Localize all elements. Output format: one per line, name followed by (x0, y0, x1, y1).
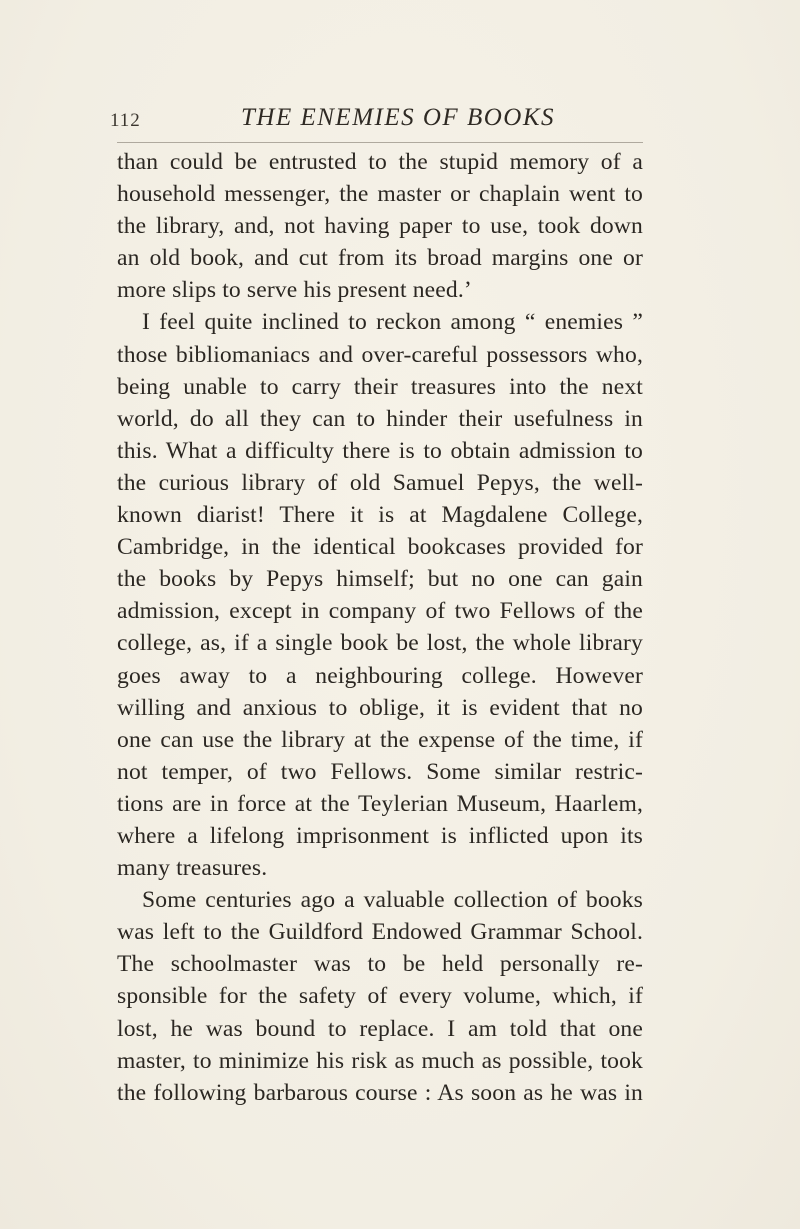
text-line: lost, he was bound to replace. I am told that one (117, 1015, 643, 1042)
text-line: world, do all they can to hinder their usefulness in (117, 405, 643, 432)
text-line: household messenger, the master or chaplain went to (117, 181, 643, 208)
text-line: many treasures. (117, 855, 268, 882)
text-line: than could be entrusted to the stupid memory of a (117, 149, 643, 175)
text-line: sponsible for the safety of every volume, which, if (117, 983, 643, 1010)
text-line: master, to minimize his risk as much as possible, took (117, 1047, 643, 1074)
text-line: the following barbarous course : As soon as he was in (117, 1079, 643, 1106)
text-line: willing and anxious to oblige, it is evident that no (117, 694, 643, 721)
text-line: Cambridge, in the identical bookcases provided for (117, 534, 643, 561)
header-rule (117, 142, 643, 143)
text-line: college, as, if a single book be lost, the whole library (117, 630, 643, 657)
text-line: this. What a difficulty there is to obtain admission to (117, 437, 643, 464)
text-line: admission, except in company of two Fellows of the (117, 598, 643, 625)
text-line: not temper, of two Fellows. Some similar restric- (117, 758, 643, 785)
text-line: I feel quite inclined to reckon among “ enemies ” (142, 309, 643, 336)
text-line: where a lifelong imprisonment is inflicted upon its (117, 822, 643, 849)
text-line: The schoolmaster was to be held personally re- (117, 951, 643, 978)
page-number: 112 (110, 110, 141, 131)
text-line: the books by Pepys himself; but no one can gain (117, 566, 643, 593)
text-line: known diarist! There it is at Magdalene College, (117, 502, 643, 529)
text-line: being unable to carry their treasures into the next (117, 373, 643, 400)
text-line: more slips to serve his present need.’ (117, 277, 472, 304)
running-head: THE ENEMIES OF BOOKS (241, 104, 555, 131)
text-line: goes away to a neighbouring college. However (117, 662, 643, 689)
text-line: an old book, and cut from its broad margins one or (117, 245, 643, 272)
body-text (117, 146, 643, 1109)
text-line: the curious library of old Samuel Pepys, the well- (117, 469, 643, 496)
text-line: Some centuries ago a valuable collection of books (142, 887, 643, 914)
text-line: one can use the library at the expense of the time, if (117, 726, 643, 753)
text-line: those bibliomaniacs and over-careful possessors who, (117, 341, 643, 368)
text-line: was left to the Guildford Endowed Grammar School. (117, 919, 643, 946)
text-line: the library, and, not having paper to use, took down (117, 213, 643, 240)
text-line: tions are in force at the Teylerian Museum, Haarlem, (117, 790, 643, 817)
page-header (110, 100, 646, 140)
